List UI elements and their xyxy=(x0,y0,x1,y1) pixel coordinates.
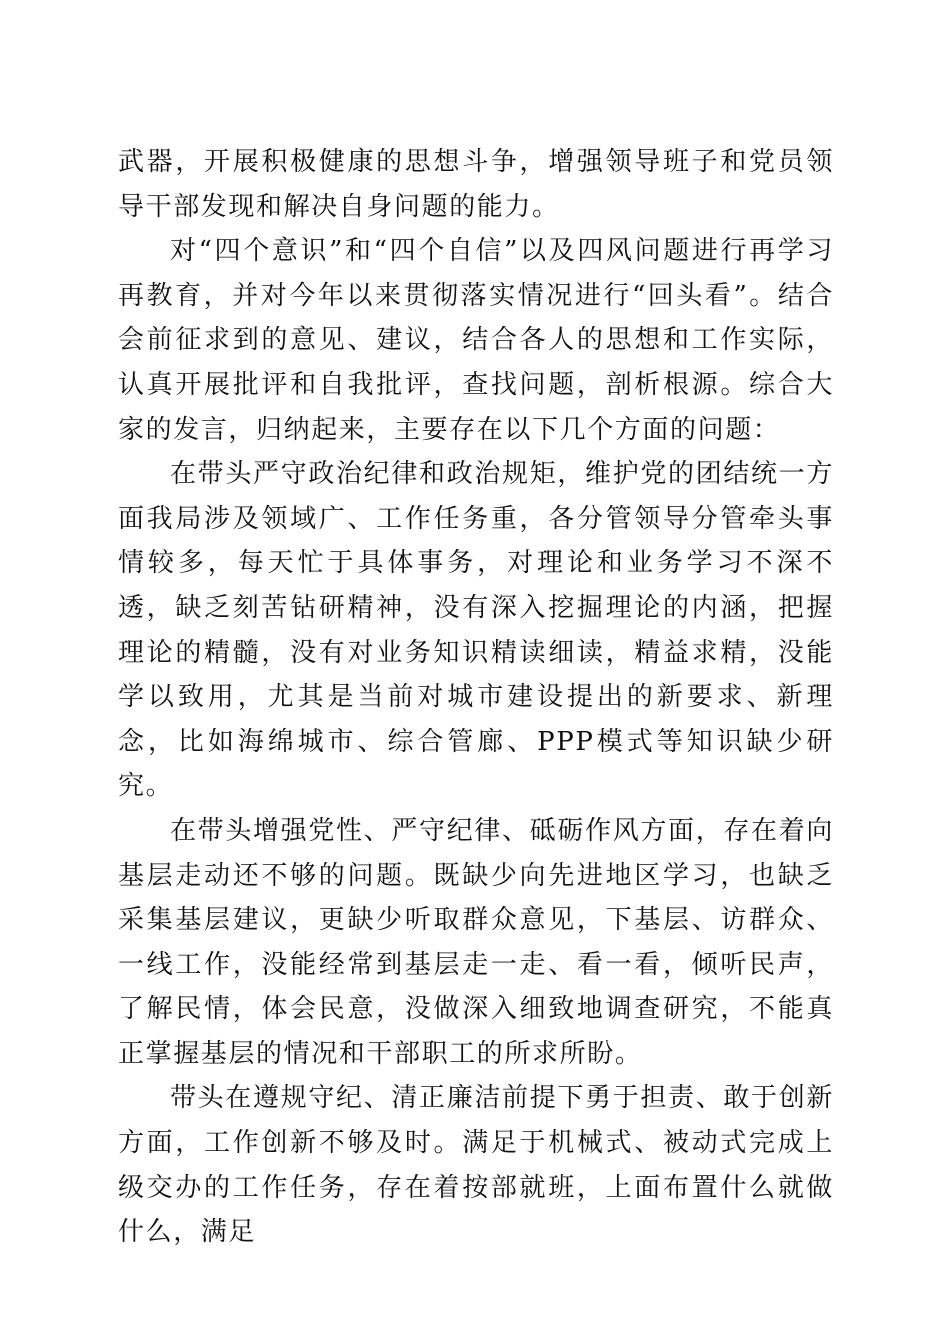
paragraph-2: 对“四个意识”和“四个自信”以及四风问题进行再学习再教育，并对今年以来贯彻落实情况进行“回头看”。结合会前征求到的意见、建议，结合各人的思想和工作实际，认真开展批评和自我批评，查找问题，剖析根源。综合大家的发言，归纳起来，主要存在以下几个方面的问题： xyxy=(118,236,834,445)
paragraph-5: 带头在遵规守纪、清正廉洁前提下勇于担责、敢于创新方面，工作创新不够及时。满足于机械式、被动式完成上级交办的工作任务，存在着按部就班，上面布置什么就做什么，满足 xyxy=(118,1083,834,1248)
paragraph-4: 在带头增强党性、严守纪律、砥砺作风方面，存在着向基层走动还不够的问题。既缺少向先进地区学习，也缺乏采集基层建议，更缺少听取群众意见，下基层、访群众、一线工作，没能经常到基层走一走、看一看，倾听民声，了解民情，体会民意，没做深入细致地调查研究，不能真正掌握基层的情况和干部职工的所求所盼。 xyxy=(118,815,834,1069)
document-body xyxy=(118,140,834,1255)
paragraph-3: 在带头严守政治纪律和政治规矩，维护党的团结统一方面我局涉及领域广、工作任务重，各分管领导分管牵头事情较多，每天忙于具体事务，对理论和业务学习不深不透，缺乏刻苦钻研精神，没有深入挖掘理论的内涵，把握理论的精髓，没有对业务知识精读细读，精益求精，没能学以致用，尤其是当前对城市建设提出的新要求、新理念，比如海绵城市、综合管廊、PPP模式等知识缺少研究。 xyxy=(118,459,834,802)
paragraph-1: 武器，开展积极健康的思想斗争，增强领导班子和党员领导干部发现和解决自身问题的能力。 xyxy=(118,147,834,222)
